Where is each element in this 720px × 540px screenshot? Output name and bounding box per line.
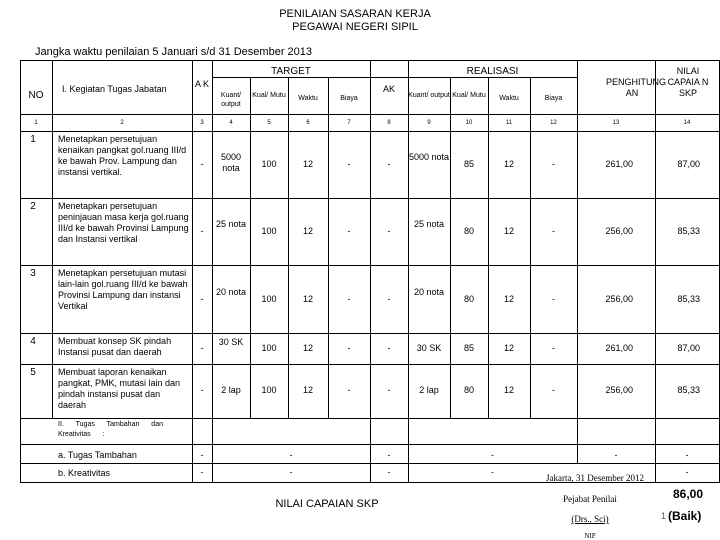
header-realisasi-waktu: Waktu bbox=[499, 95, 519, 102]
col-num: 5 bbox=[267, 120, 271, 126]
row-target-waktu: 12 bbox=[302, 226, 313, 236]
row-target-kual: 100 bbox=[261, 343, 277, 353]
row-target-biaya: - bbox=[347, 226, 351, 236]
row-ak: - bbox=[200, 450, 204, 460]
row-target-kuant: 30 SK bbox=[218, 337, 244, 347]
row-ak-realisasi: - bbox=[387, 226, 391, 236]
col-num: 7 bbox=[347, 120, 351, 126]
row-penghitungan: 261,00 bbox=[605, 343, 633, 353]
row-realisasi-biaya: - bbox=[552, 159, 555, 169]
row-realisasi-waktu: 12 bbox=[503, 343, 514, 353]
row-no: 3 bbox=[30, 268, 36, 279]
header-target: TARGET bbox=[271, 66, 311, 77]
row-label: b. Kreativitas bbox=[58, 468, 111, 478]
row-target-kual: 100 bbox=[261, 385, 277, 395]
row-ak: - bbox=[200, 467, 204, 477]
row-realisasi-kual: 80 bbox=[463, 294, 474, 304]
row-target-waktu: 12 bbox=[302, 343, 313, 353]
col-num: 3 bbox=[200, 120, 204, 126]
row-realisasi: - bbox=[491, 450, 494, 460]
row-realisasi-biaya: - bbox=[552, 294, 555, 304]
row-realisasi-kual: 85 bbox=[463, 159, 474, 169]
col-num: 10 bbox=[465, 120, 473, 126]
row-ak-realisasi: - bbox=[387, 450, 391, 460]
header-target-kual: Kual/ Mutu bbox=[252, 92, 286, 99]
header-realisasi-kual: Kual/ Mutu bbox=[452, 92, 486, 99]
col-num: 13 bbox=[612, 120, 620, 126]
col-num: 4 bbox=[229, 120, 233, 126]
row-target-waktu: 12 bbox=[302, 159, 313, 169]
row-ak-realisasi: - bbox=[387, 467, 391, 477]
row-realisasi-kuant: 2 lap bbox=[419, 385, 439, 395]
col-num: 8 bbox=[387, 120, 391, 126]
row-realisasi-kual: 85 bbox=[463, 343, 474, 353]
row-realisasi-kual: 80 bbox=[463, 385, 474, 395]
row-nilai: 85,33 bbox=[677, 385, 700, 395]
row-kegiatan: Membuat laporan kenaikan pangkat, PMK, mutasi lain dan pindah instansi pusat dan daerah bbox=[58, 367, 181, 410]
row-target-kuant: 5000 nota bbox=[220, 152, 242, 173]
page-number: 1 bbox=[661, 511, 667, 521]
nip-label: NIP bbox=[584, 532, 596, 540]
header-target-biaya: Biaya bbox=[340, 95, 358, 102]
col-num: 12 bbox=[550, 120, 557, 126]
row-realisasi-kuant: 20 nota bbox=[413, 287, 445, 297]
row-target-waktu: 12 bbox=[302, 385, 313, 395]
col-num: 14 bbox=[683, 120, 691, 126]
row-realisasi-biaya: - bbox=[552, 226, 555, 236]
row-realisasi-waktu: 12 bbox=[503, 159, 514, 169]
row-ak-realisasi: - bbox=[387, 343, 391, 353]
row-realisasi-kuant: 25 nota bbox=[413, 219, 445, 229]
row-penghitungan: 261,00 bbox=[605, 159, 633, 169]
row-nilai: 85,33 bbox=[677, 294, 700, 304]
row-nilai: 87,00 bbox=[677, 159, 700, 169]
row-ak: - bbox=[200, 159, 204, 169]
row-realisasi-waktu: 12 bbox=[503, 226, 514, 236]
header-penghitungan: PENGHITUNG AN bbox=[606, 77, 667, 98]
row-realisasi: - bbox=[491, 467, 494, 477]
row-ak: - bbox=[200, 226, 204, 236]
row-target-kuant: 20 nota bbox=[215, 287, 247, 297]
col-num: 1 bbox=[34, 120, 38, 126]
row-kegiatan: Menetapkan persetujuan mutasi lain-lain gol.ruang III/d ke bawah Provinsi Lampung dan instansi Vertikal bbox=[58, 268, 188, 311]
header-ak-realisasi: AK bbox=[382, 84, 395, 94]
header-realisasi-kuant: Kuant/ output bbox=[408, 92, 450, 99]
row-target: - bbox=[289, 450, 293, 460]
row-realisasi-waktu: 12 bbox=[503, 385, 514, 395]
row-realisasi-waktu: 12 bbox=[503, 294, 514, 304]
row-no: 2 bbox=[30, 201, 36, 212]
place-date: Jakarta, 31 Desember 2012 bbox=[546, 473, 644, 483]
row-realisasi-kuant: 30 SK bbox=[416, 343, 442, 353]
row-ak: - bbox=[200, 343, 204, 353]
row-target-kual: 100 bbox=[261, 226, 277, 236]
section-tugas-tambahan-heading: II. Tugas Tambahan dan Kreativitas : bbox=[58, 421, 163, 438]
title-line-1: PENILAIAN SASARAN KERJA bbox=[279, 8, 431, 20]
row-target-kual: 100 bbox=[261, 294, 277, 304]
header-nilai-capaian: NILAI CAPAIA N SKP bbox=[667, 66, 709, 98]
row-penghitungan: - bbox=[614, 450, 618, 460]
row-no: 5 bbox=[30, 367, 36, 378]
col-num: 9 bbox=[427, 120, 431, 126]
row-penghitungan: 256,00 bbox=[605, 226, 633, 236]
col-num: 6 bbox=[306, 120, 310, 126]
row-kegiatan: Membuat konsep SK pindah Instansi pusat dan daerah bbox=[58, 336, 172, 357]
nilai-capaian-label: NILAI CAPAIAN SKP bbox=[275, 498, 379, 510]
row-penghitungan: 256,00 bbox=[605, 294, 633, 304]
row-realisasi-kuant: 5000 nota bbox=[408, 152, 450, 162]
row-realisasi-kual: 80 bbox=[463, 226, 474, 236]
row-kegiatan: Menetapkan persetujuan peninjauan masa kerja gol.ruang III/d ke bawah Provinsi Lampung dan Instansi vertikal bbox=[58, 201, 189, 244]
row-no: 4 bbox=[30, 336, 36, 347]
assessment-period: Jangka waktu penilaian 5 Januari s/d 31 Desember 2013 bbox=[35, 46, 313, 58]
header-ak: A K bbox=[194, 79, 209, 89]
row-realisasi-biaya: - bbox=[552, 385, 555, 395]
header-realisasi: REALISASI bbox=[466, 66, 519, 77]
row-realisasi-biaya: - bbox=[552, 343, 555, 353]
title-line-2: PEGAWAI NEGERI SIPIL bbox=[292, 21, 418, 33]
row-target-biaya: - bbox=[347, 343, 351, 353]
row-ak-realisasi: - bbox=[387, 294, 391, 304]
row-target-kual: 100 bbox=[261, 159, 277, 169]
row-ak: - bbox=[200, 385, 204, 395]
row-no: 1 bbox=[30, 134, 36, 145]
final-score: 86,00 bbox=[672, 487, 704, 501]
pejabat-name: (Drs., Sci) bbox=[571, 514, 609, 524]
header-target-waktu: Waktu bbox=[298, 95, 318, 102]
header-kegiatan: I. Kegiatan Tugas Jabatan bbox=[62, 84, 167, 94]
row-ak-realisasi: - bbox=[387, 385, 391, 395]
row-penghitungan: 256,00 bbox=[605, 385, 633, 395]
row-target-kuant: 25 nota bbox=[215, 219, 247, 229]
row-target-kuant: 2 lap bbox=[221, 385, 241, 395]
row-target: - bbox=[289, 467, 293, 477]
row-nilai: - bbox=[685, 450, 689, 460]
row-target-biaya: - bbox=[347, 294, 351, 304]
row-nilai: 87,00 bbox=[677, 343, 700, 353]
row-nilai: 85,33 bbox=[677, 226, 700, 236]
header-target-kuant: Kuant/ output bbox=[220, 92, 242, 108]
final-grade: (Baik) bbox=[668, 509, 702, 523]
row-nilai: - bbox=[685, 467, 689, 477]
row-target-biaya: - bbox=[347, 385, 351, 395]
row-label: a. Tugas Tambahan bbox=[58, 450, 137, 460]
row-target-waktu: 12 bbox=[302, 294, 313, 304]
row-target-biaya: - bbox=[347, 159, 351, 169]
pejabat-penilai: Pejabat Penilai bbox=[563, 494, 617, 504]
col-num: 11 bbox=[505, 120, 513, 126]
col-num: 2 bbox=[120, 120, 124, 126]
header-no: NO bbox=[28, 90, 44, 101]
header-realisasi-biaya: Biaya bbox=[544, 95, 563, 102]
row-kegiatan: Menetapkan persetujuan kenaikan pangkat gol.ruang III/d ke bawah Prov. Lampung dan instansi vertikal. bbox=[58, 134, 187, 177]
row-ak-realisasi: - bbox=[387, 159, 391, 169]
row-ak: - bbox=[200, 294, 204, 304]
